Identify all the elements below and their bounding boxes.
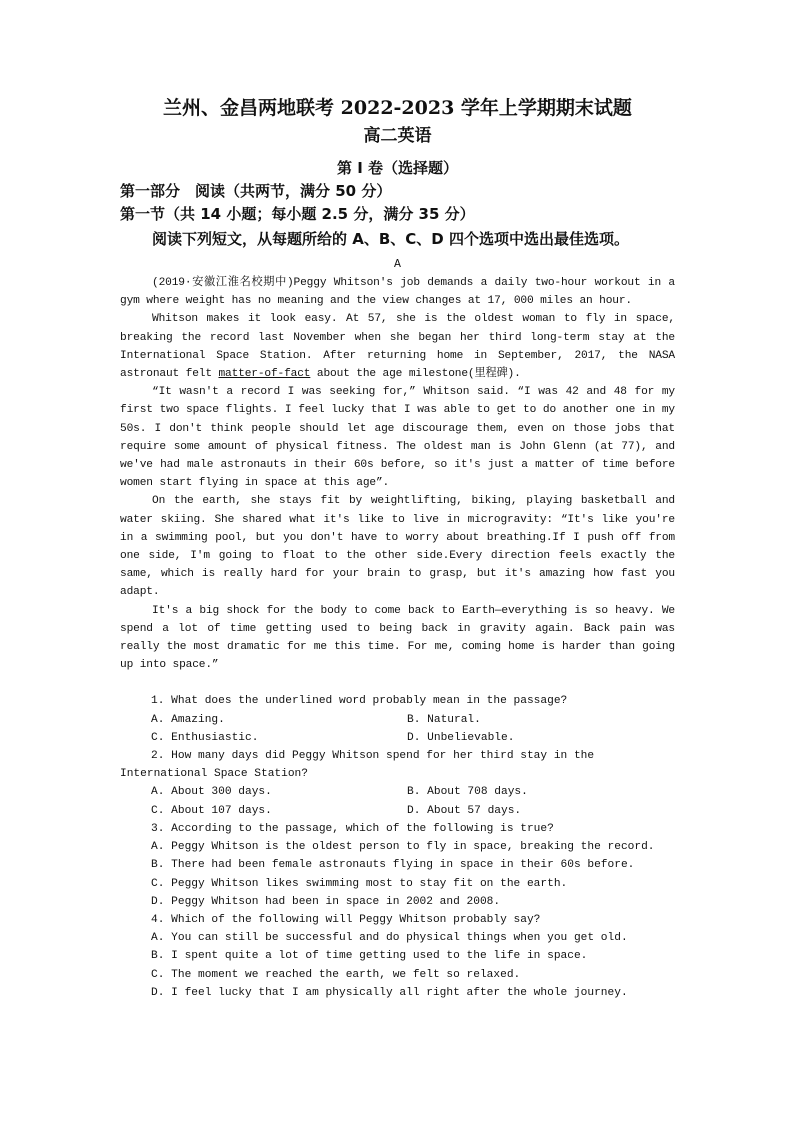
section-heading: 第一节（共 14 小题；每小题 2.5 分，满分 35 分） xyxy=(120,205,475,223)
question-1-option-b[interactable]: B. Natural. xyxy=(407,713,481,726)
passage-paragraph-1: (2019·安徽江淮名校期中)Peggy Whitson's job demands a daily two-hour workout in a gym where weight has no meaning and the view changes at 17, 000 miles an hour. xyxy=(120,277,675,308)
paragraph-2-after: about the age milestone(里程碑). xyxy=(310,368,521,381)
question-2-options-row-1 xyxy=(120,783,675,801)
exam-subtitle: 高二英语 xyxy=(363,126,432,146)
passage-paragraph-3: “It wasn't a record I was seeking for,” Whitson said. “I was 42 and 48 for my first two space flights. I feel lucky that I was able to get to do another one in my 50s. I don't think people should let age discourage them, even on those jobs that require some amount of physical fitness. The oldest man is John Glenn (at 77), and we've had male astronauts in their 60s before, so it's just a matter of time before women start flying in space at this age”. xyxy=(120,386,675,490)
question-1-option-a[interactable]: A. Amazing. xyxy=(151,713,225,726)
passage-paragraph-5: It's a big shock for the body to come back to Earth—everything is so heavy. We spend a lot of time getting used to being back in gravity again. Back pain was really the most dramatic for me this time. For me, coming home is harder than going up into space.” xyxy=(120,604,675,672)
exam-page xyxy=(120,96,675,1002)
question-2-option-d[interactable]: D. About 57 days. xyxy=(407,804,522,817)
question-4-stem: 4. Which of the following will Peggy Whitson probably say? xyxy=(151,913,541,926)
question-2-option-b[interactable]: B. About 708 days. xyxy=(407,786,528,799)
question-3-stem: 3. According to the passage, which of the following is true? xyxy=(151,822,554,835)
question-1-option-c[interactable]: C. Enthusiastic. xyxy=(151,731,259,744)
question-4-option-c[interactable]: C. The moment we reached the earth, we felt so relaxed. xyxy=(151,968,521,981)
question-2-option-c[interactable]: C. About 107 days. xyxy=(151,804,272,817)
part-heading: 第一部分 阅读（共两节，满分 50 分） xyxy=(120,182,392,200)
question-4-option-b[interactable]: B. I spent quite a lot of time getting used to the life in space. xyxy=(151,950,588,963)
question-2-option-a[interactable]: A. About 300 days. xyxy=(151,786,272,799)
question-3-option-c[interactable]: C. Peggy Whitson likes swimming most to stay fit on the earth. xyxy=(151,877,568,890)
question-1-options-row-2 xyxy=(120,729,675,747)
passage-paragraph-2 xyxy=(120,310,675,383)
passage-paragraph-4: On the earth, she stays fit by weightlifting, biking, playing basketball and water skiing. She shared what it's like to live in microgravity: “It's like you're in a swimming pool, but you don't have to worry about breathing.If I push off from one side, I'm going to float to the other side.Every direction feels exactly the same, which is really hard for your brain to grasp, but it's amazing how fast you adapt. xyxy=(120,495,675,599)
exam-title: 兰州、金昌两地联考 2022-2023 学年上学期期末试题 xyxy=(163,97,632,119)
question-4-option-d[interactable]: D. I feel lucky that I am physically all right after the whole journey. xyxy=(151,986,628,999)
underlined-word: matter-of-fact xyxy=(218,368,311,381)
question-1-options-row-1 xyxy=(120,711,675,729)
question-2-options-row-2 xyxy=(120,802,675,820)
spacer xyxy=(120,674,675,692)
question-2-stem: 2. How many days did Peggy Whitson spend for her third stay in the International Space Station? xyxy=(120,750,595,781)
question-3-option-b[interactable]: B. There had been female astronauts flying in space in their 60s before. xyxy=(151,859,635,872)
passage-label: A xyxy=(394,258,401,271)
paragraph-2-before: Whitson makes it look easy. At 57, she is the oldest woman to fly in space, breaking the record last November when she began her third long-term stay at the International Space Station. After returning home in September, 2017, the NASA astronaut felt xyxy=(120,313,675,381)
question-3-option-d[interactable]: D. Peggy Whitson had been in space in 2002 and 2008. xyxy=(151,895,501,908)
instructions: 阅读下列短文，从每题所给的 A、B、C、D 四个选项中选出最佳选项。 xyxy=(152,230,629,248)
question-1-stem: 1. What does the underlined word probably mean in the passage? xyxy=(151,695,568,708)
volume-heading: 第 I 卷（选择题） xyxy=(336,159,459,177)
question-3-option-a[interactable]: A. Peggy Whitson is the oldest person to fly in space, breaking the record. xyxy=(151,841,655,854)
question-4-option-a[interactable]: A. You can still be successful and do physical things when you get old. xyxy=(151,932,628,945)
question-1-option-d[interactable]: D. Unbelievable. xyxy=(407,731,515,744)
